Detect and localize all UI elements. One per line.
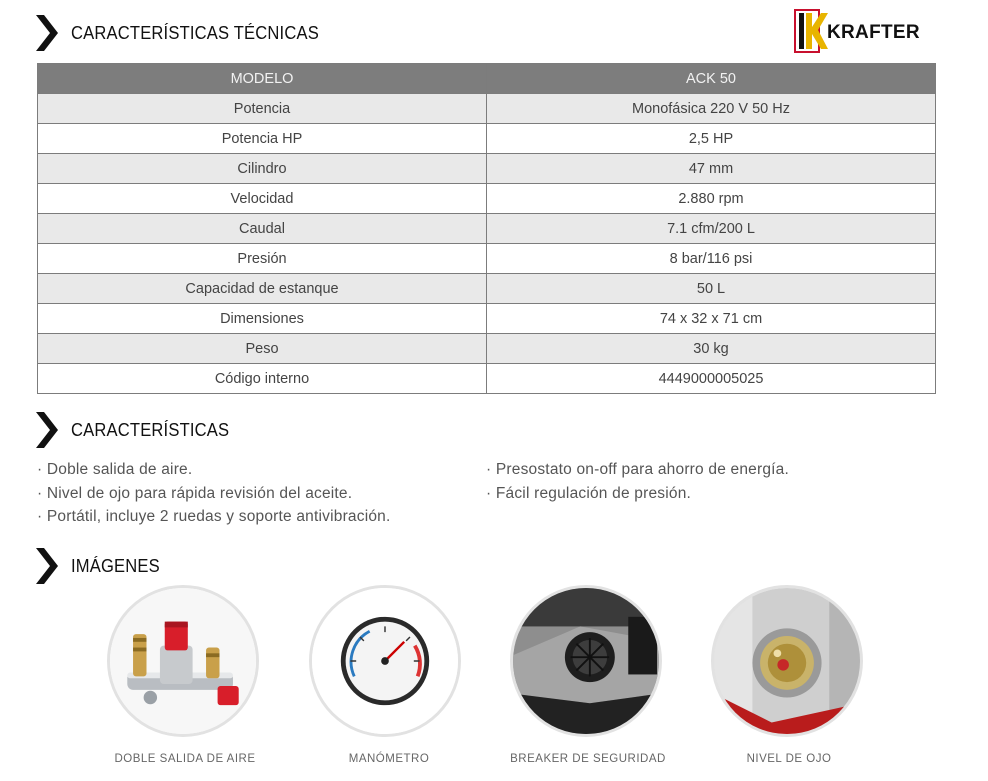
- chevron-right-icon: [36, 548, 58, 584]
- safety-breaker-photo: [510, 585, 662, 737]
- table-row: [38, 244, 936, 274]
- spec-value: 74 x 32 x 71 cm: [487, 304, 936, 334]
- spec-label: Peso: [38, 334, 487, 364]
- image-caption: DOBLE SALIDA DE AIRE: [114, 753, 256, 765]
- images-section-header: [36, 548, 168, 584]
- image-caption: BREAKER DE SEGURIDAD: [510, 753, 666, 765]
- table-row: [38, 94, 936, 124]
- list-item: · Portátil, incluye 2 ruedas y soporte antivibración.: [37, 508, 391, 525]
- spec-label: Dimensiones: [38, 304, 487, 334]
- spec-value: 50 L: [487, 274, 936, 304]
- features-list-right: [486, 458, 789, 505]
- table-header-row: [38, 64, 936, 94]
- svg-text:KRAFTER: KRAFTER: [827, 22, 920, 43]
- spec-label: Código interno: [38, 364, 487, 394]
- spec-value: 2,5 HP: [487, 124, 936, 154]
- list-item: · Nivel de ojo para rápida revisión del aceite.: [37, 484, 353, 502]
- chevron-right-icon: [36, 412, 58, 448]
- table-row: [38, 154, 936, 184]
- specs-section-title: CARACTERÍSTICAS TÉCNICAS: [71, 22, 319, 43]
- features-list-left: [37, 458, 391, 529]
- spec-value: 30 kg: [487, 334, 936, 364]
- double-air-outlet-photo: [107, 585, 259, 737]
- table-row: [38, 124, 936, 154]
- header-model-label: MODELO: [38, 64, 487, 94]
- spec-label: Caudal: [38, 214, 487, 244]
- list-item: · Doble salida de aire.: [37, 461, 193, 478]
- table-row: [38, 214, 936, 244]
- features-section-header: [36, 412, 243, 448]
- oil-sight-glass-photo: [711, 585, 863, 737]
- specs-section-header: [36, 15, 341, 51]
- spec-label: Presión: [38, 244, 487, 274]
- specs-table: [37, 63, 936, 394]
- spec-value: 8 bar/116 psi: [487, 244, 936, 274]
- spec-value: Monofásica 220 V 50 Hz: [487, 94, 936, 124]
- spec-label: Capacidad de estanque: [38, 274, 487, 304]
- images-section-title: IMÁGENES: [71, 555, 160, 576]
- spec-label: Potencia HP: [38, 124, 487, 154]
- table-row: [38, 274, 936, 304]
- table-row: [38, 364, 936, 394]
- image-caption: NIVEL DE OJO: [746, 753, 832, 765]
- chevron-right-icon: [36, 15, 58, 51]
- features-section-title: CARACTERÍSTICAS: [71, 419, 230, 440]
- spec-label: Velocidad: [38, 184, 487, 214]
- spec-value: 7.1 cfm/200 L: [487, 214, 936, 244]
- krafter-logo: [794, 8, 936, 54]
- pressure-gauge-photo: [309, 585, 461, 737]
- table-row: [38, 304, 936, 334]
- spec-value: 4449000005025: [487, 364, 936, 394]
- table-row: [38, 334, 936, 364]
- spec-label: Potencia: [38, 94, 487, 124]
- spec-value: 47 mm: [487, 154, 936, 184]
- image-caption: MANÓMETRO: [348, 753, 430, 765]
- spec-value: 2.880 rpm: [487, 184, 936, 214]
- list-item: · Presostato on-off para ahorro de energía.: [486, 461, 789, 478]
- table-row: [38, 184, 936, 214]
- list-item: · Fácil regulación de presión.: [486, 484, 692, 502]
- spec-label: Cilindro: [38, 154, 487, 184]
- header-model-value: ACK 50: [487, 64, 936, 94]
